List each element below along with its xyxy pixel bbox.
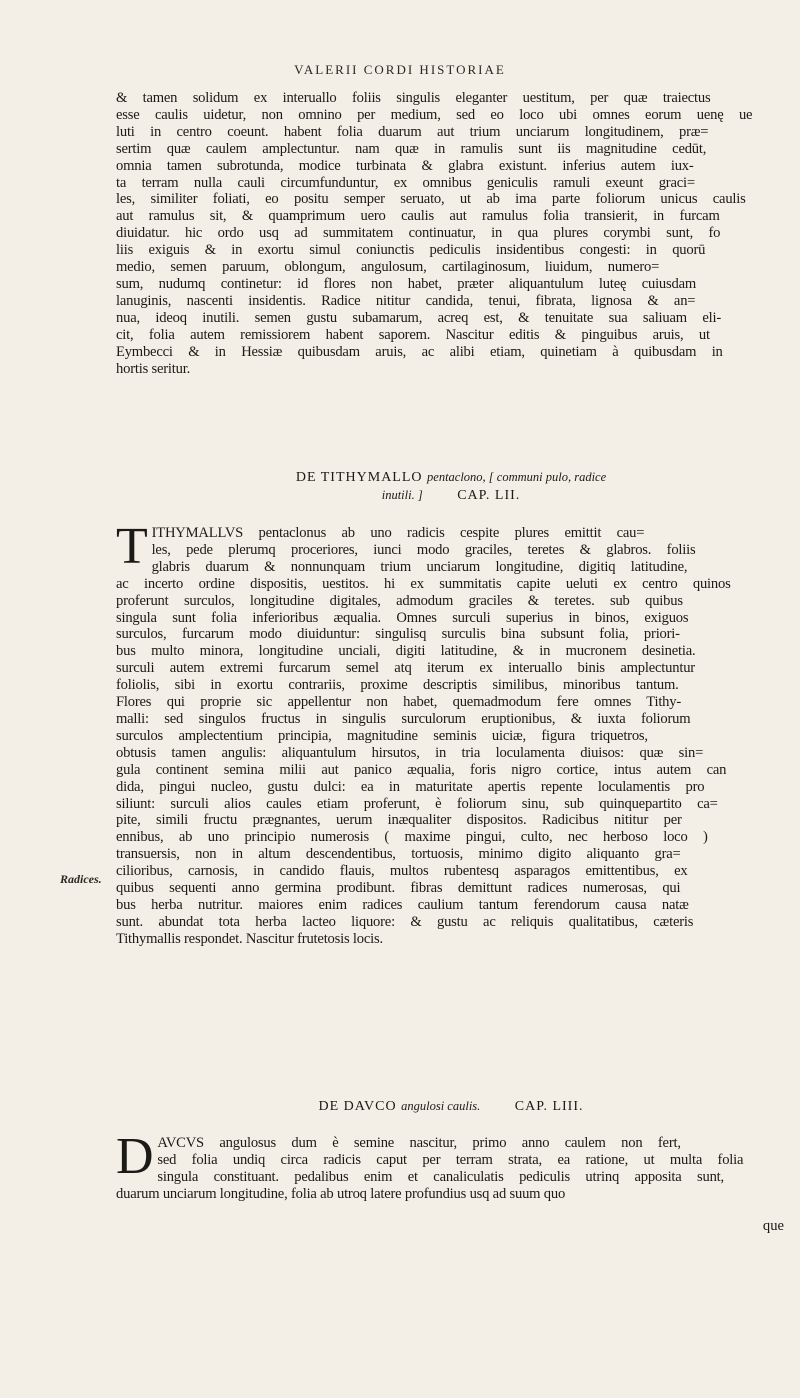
margin-note: Radices. bbox=[60, 872, 102, 886]
chapter-52-subtitle-2: inutili. ] bbox=[381, 488, 423, 502]
paragraph-3 bbox=[116, 1128, 786, 1203]
text-line: foliolis, sibi in exortu contrariis, proxime descriptis similibus, minoribus tantum. bbox=[116, 677, 679, 694]
text-line: ac incerto ordine dispositis, uestitos. hi ex summitatis capite ueluti ex centro quinos bbox=[116, 575, 731, 592]
text-line: luti in centro coeunt. habent folia duarum aut trium unciarum longitudinem, præ= bbox=[116, 123, 709, 140]
paragraph-1 bbox=[116, 90, 786, 377]
chapter-52-heading-line2 bbox=[116, 488, 786, 504]
text-line: ta terram nulla cauli circumfunduntur, ex omnibus geniculis ramuli exeunt graci= bbox=[116, 174, 695, 191]
text-line: sum, nudumq continetur: id flores non habet, præter aliquantulum luteę cuiusdam bbox=[116, 275, 697, 292]
text-line: singula sunt folia inferioribus æqualia. Omnes surculi superius in binos, exiguos bbox=[116, 609, 689, 626]
text-line: surculos amplectentium principia, magnitudine seminis uiciæ, figura triquetros, bbox=[116, 727, 648, 744]
chapter-52-number: CAP. LII. bbox=[457, 488, 521, 503]
text-line: pite, simili fructu prægnantes, uerum inæqualiter dispositos. Radicibus nititur per bbox=[116, 812, 682, 829]
text-line: malli: sed singulos fructus in singulis surculorum eruptionibus, & iuxta foliorum bbox=[116, 710, 691, 727]
text-line: hortis seritur. bbox=[116, 360, 191, 377]
text-line: sertim quæ caulem amplectuntur. nam quæ in ramulis sunt iis magnitudine cedūt, bbox=[116, 140, 707, 157]
text-line: dida, pingui nucleo, gustu dulci: ea in maturitate apertis repente loculamentis pro bbox=[116, 778, 705, 795]
text-line: esse caulis uidetur, non omnino per medium, sed eo loco ubi omnes eorum uenę ue bbox=[116, 106, 753, 123]
text-line: singula constituant. pedalibus enim et canaliculatis pediculis utrinq apposita sunt, bbox=[157, 1168, 724, 1185]
text-line: AVCVS angulosus dum è semine nascitur, primo anno caulem non fert, bbox=[157, 1135, 681, 1151]
text-line: siliunt: surculi alios caules etiam proferunt, è foliorum sinu, sub quinquepartito ca= bbox=[116, 795, 718, 812]
text-line: aut ramulus sit, & quamprimum uero caulis aut ramulus folia transierit, in furcam bbox=[116, 208, 720, 225]
text-line: transuersis, non in altum descendentibus, tortuosis, minimo digito aliquanto gra= bbox=[116, 846, 681, 863]
text-line: Tithymallis respondet. Nascitur frutetosis locis. bbox=[116, 930, 383, 947]
text-line: & tamen solidum ex interuallo foliis singulis eleganter uestitum, per quæ traiectus bbox=[116, 90, 711, 106]
text-line: nua, ideoq inutili. semen gustu subamarum, acreq est, & tenuitate sua saliuam eli- bbox=[116, 309, 722, 326]
running-head: VALERII CORDI HISTORIAE bbox=[294, 62, 506, 77]
text-line: les, similiter foliati, eo positu semper seruato, ut ab ima parte foliorum unicus caulis bbox=[116, 191, 746, 208]
text-line: les, pede plerumq proceriores, iunci modo graciles, teretes & glabros. foliis bbox=[151, 541, 696, 558]
drop-initial: T bbox=[116, 518, 148, 575]
chapter-53-heading bbox=[116, 1099, 786, 1115]
text-line: lanuginis, nascenti insidentis. Radice nititur candida, tenui, fibrata, lignosa & an= bbox=[116, 292, 696, 309]
text-line: omnia tamen subrotunda, modice turbinata & glabra existunt. inferius autem iux- bbox=[116, 157, 694, 174]
text-line: ITHYMALLVS pentaclonus ab uno radicis cespite plures emittit cau= bbox=[151, 525, 645, 541]
chapter-52-subtitle: pentaclono, [ communi pulo, radice bbox=[427, 470, 607, 484]
text-line: Flores qui proprie sic appellentur non habet, quemadmodum fere omnes Tithy- bbox=[116, 694, 682, 711]
text-line: surculos, furcarum modo diuiduntur: singulisq surculis bina subsunt folia, priori- bbox=[116, 626, 680, 643]
text-line: sunt. abundat tota herba lacteo liquore: & gustu ac reliquis qualitatibus, cæteris bbox=[116, 913, 694, 930]
text-line: Eymbecci & in Hessiæ quibusdam aruis, ac alibi etiam, quinetiam à quibusdam in bbox=[116, 343, 723, 360]
text-line: surculi autem extremi furcarum semel atq iterum ex interuallo binis amplectuntur bbox=[116, 660, 695, 677]
text-line: bus herba nutritur. maiores enim radices caulium tantum ferendorum causa natæ bbox=[116, 896, 689, 913]
text-line: medio, semen paruum, oblongum, angulosum, cartilaginosum, liuidum, numero= bbox=[116, 259, 660, 276]
text-line: diuidatur. hic ordo usq ad summitatem continuatur, in qua plures corymbi sunt, fo bbox=[116, 225, 721, 242]
text-line: gula continent semina milii aut panico æqualia, foris nigro cortice, intus autem can bbox=[116, 761, 727, 778]
text-line: ennibus, ab uno principio numerosis ( maxime pingui, culto, nec herboso loco ) bbox=[116, 829, 708, 846]
chapter-52-title: DE TITHYMALLO bbox=[295, 470, 423, 485]
catchword: que bbox=[762, 1218, 784, 1234]
text-line: cit, folia autem remissiorem habent saporem. Nascitur editis & pinguibus aruis, ut bbox=[116, 326, 710, 343]
text-line: cilioribus, carnosis, in candido flauis, multos rubentesq asparagos emittentibus, ex bbox=[116, 863, 688, 880]
drop-initial: D bbox=[116, 1128, 154, 1185]
text-line: glabris duarum & nonnunquam trium unciarum longitudine, digitiq latitudine, bbox=[151, 558, 688, 575]
chapter-53-number: CAP. LIII. bbox=[514, 1099, 584, 1114]
text-line: obtusis tamen angulis: aliquantulum hirsutos, in tria loculamenta diuisos: quæ sin= bbox=[116, 744, 704, 761]
text-line: liis exiguis & in exortu simul coniunctis pediculis insidentibus congesti: in quorū bbox=[116, 242, 706, 259]
text-line: bus multo minora, longitudine unciali, digiti latitudine, & in mucronem desinetia. bbox=[116, 643, 696, 660]
text-line: sed folia undiq circa radicis caput per terram strata, ea ratione, ut multa folia bbox=[157, 1151, 744, 1168]
chapter-53-title: DE DAVCO bbox=[318, 1099, 397, 1114]
chapter-53-subtitle: angulosi caulis. bbox=[401, 1099, 481, 1113]
text-line: quibus sequenti anno germina prodibunt. fibras demittunt radices numerosas, qui bbox=[116, 880, 681, 897]
text-line: duarum unciarum longitudine, folia ab utroq latere profundius usq ad suum quo bbox=[116, 1185, 566, 1202]
chapter-52-heading bbox=[116, 470, 786, 486]
paragraph-2 bbox=[116, 518, 786, 948]
text-line: proferunt surculos, longitudine digitales, admodum graciles & teretes. sub quibus bbox=[116, 592, 683, 609]
